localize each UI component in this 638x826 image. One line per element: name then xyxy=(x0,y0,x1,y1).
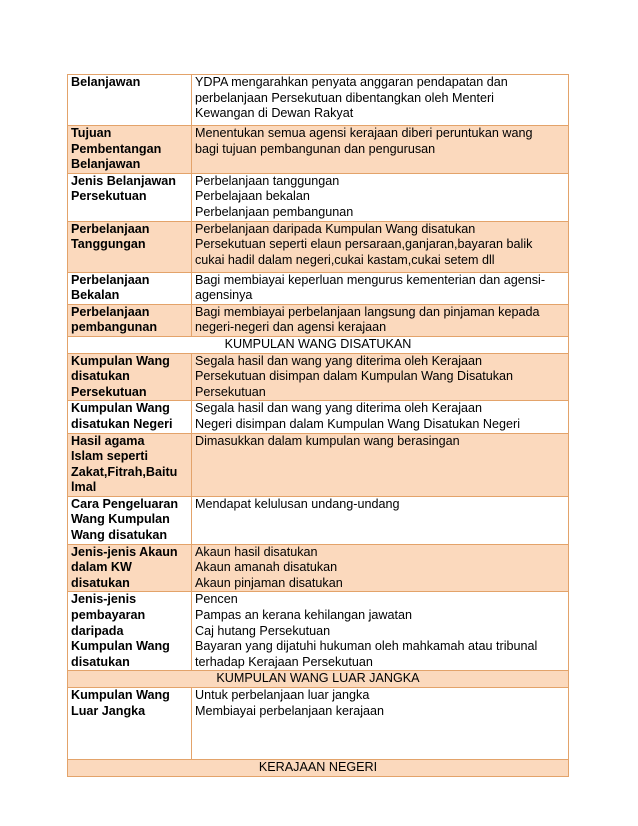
description-line: bagi tujuan pembangunan dan pengurusan xyxy=(195,141,436,156)
description-line: Membiayai perbelanjaan kerajaan xyxy=(195,703,385,718)
section-header-row xyxy=(68,336,569,353)
term-line: Kumpulan Wang xyxy=(71,353,170,368)
description-line: Mendapat kelulusan undang-undang xyxy=(195,496,400,511)
notes-table-body xyxy=(68,75,569,777)
term-line: Jenis Belanjawan xyxy=(71,173,176,188)
term-cell xyxy=(68,126,192,174)
term-line: Jenis-jenis Akaun xyxy=(71,544,178,559)
description-line: Negeri disimpan dalam Kumpulan Wang Disatukan Negeri xyxy=(195,416,521,431)
table-row xyxy=(68,496,569,544)
term-line: lmal xyxy=(71,480,97,495)
term-cell xyxy=(68,433,192,496)
description-line: Pencen xyxy=(195,592,238,607)
term-cell xyxy=(68,221,192,272)
description-line: Persekutuan disimpan dalam Kumpulan Wang Disatukan xyxy=(195,369,514,384)
description-line: Untuk perbelanjaan luar jangka xyxy=(195,688,370,702)
term-line: Kumpulan Wang xyxy=(71,639,170,654)
description-line: Akaun pinjaman disatukan xyxy=(195,575,343,590)
description-line: terhadap Kerajaan Persekutuan xyxy=(195,654,373,669)
description-cell xyxy=(192,496,569,544)
description-line: Perbelajaan bekalan xyxy=(195,189,310,204)
term-line: Belanjawan xyxy=(71,75,141,89)
term-line: Pembentangan xyxy=(71,141,162,156)
description-cell xyxy=(192,75,569,126)
term-line: Perbelanjaan xyxy=(71,221,150,236)
table-row xyxy=(68,75,569,126)
description-cell xyxy=(192,304,569,336)
term-line: Zakat,Fitrah,Baitu xyxy=(71,464,178,479)
description-line: YDPA mengarahkan penyata anggaran pendapatan dan xyxy=(195,75,508,89)
term-line: Tujuan xyxy=(71,126,112,140)
description-cell xyxy=(192,353,569,401)
term-line: Luar Jangka xyxy=(71,703,146,718)
term-line: pembayaran xyxy=(71,608,146,623)
description-line: Segala hasil dan wang yang diterima oleh Kerajaan xyxy=(195,353,483,368)
term-line: disatukan xyxy=(71,369,130,384)
table-row xyxy=(68,433,569,496)
description-cell xyxy=(192,688,569,760)
table-row xyxy=(68,353,569,401)
description-line: Menentukan semua agensi kerajaan diberi peruntukan wang xyxy=(195,126,533,140)
description-line: Bayaran yang dijatuhi hukuman oleh mahkamah atau tribunal xyxy=(195,639,538,654)
term-line: Wang Kumpulan xyxy=(71,512,170,527)
term-line: disatukan Negeri xyxy=(71,416,173,431)
description-line: Persekutuan seperti elaun persaraan,ganjaran,bayaran balik xyxy=(195,237,533,252)
term-cell xyxy=(68,592,192,671)
description-cell xyxy=(192,272,569,304)
term-line: Hasil agama xyxy=(71,433,145,448)
term-cell xyxy=(68,75,192,126)
section-header: KUMPULAN WANG LUAR JANGKA xyxy=(68,671,569,688)
term-line: dalam KW xyxy=(71,560,132,575)
section-header-row xyxy=(68,760,569,777)
description-line: Perbelanjaan pembangunan xyxy=(195,204,354,219)
table-row xyxy=(68,592,569,671)
term-cell xyxy=(68,401,192,433)
table-row xyxy=(68,401,569,433)
term-line: Kumpulan Wang xyxy=(71,401,170,416)
description-line: Kewangan di Dewan Rakyat xyxy=(195,106,354,121)
term-cell xyxy=(68,688,192,760)
term-cell xyxy=(68,353,192,401)
term-line: Perbelanjaan xyxy=(71,304,150,319)
description-line: Caj hutang Persekutuan xyxy=(195,623,331,638)
description-line: Akaun hasil disatukan xyxy=(195,544,318,559)
description-line: Persekutuan xyxy=(195,384,266,399)
term-cell xyxy=(68,272,192,304)
term-line: disatukan xyxy=(71,654,130,669)
description-line: Dimasukkan dalam kumpulan wang berasingan xyxy=(195,433,460,448)
description-line: agensinya xyxy=(195,288,253,303)
description-cell xyxy=(192,592,569,671)
term-line: Tanggungan xyxy=(71,237,146,252)
description-line: negeri-negeri dan agensi kerajaan xyxy=(195,320,387,335)
term-cell xyxy=(68,304,192,336)
term-line: Islam seperti xyxy=(71,449,149,464)
term-line: Jenis-jenis xyxy=(71,592,137,607)
term-line: disatukan xyxy=(71,575,130,590)
description-line: Perbelanjaan daripada Kumpulan Wang disatukan xyxy=(195,221,476,236)
term-cell xyxy=(68,496,192,544)
notes-table xyxy=(67,74,569,777)
term-cell xyxy=(68,173,192,221)
term-line: Bekalan xyxy=(71,288,120,303)
description-line: perbelanjaan Persekutuan dibentangkan oleh Menteri xyxy=(195,90,494,105)
term-line: Belanjawan xyxy=(71,157,141,172)
description-line: Bagi membiayai perbelanjaan langsung dan pinjaman kepada xyxy=(195,304,540,319)
table-row xyxy=(68,304,569,336)
description-cell xyxy=(192,173,569,221)
term-line: Perbelanjaan xyxy=(71,272,150,287)
section-header: KUMPULAN WANG DISATUKAN xyxy=(68,336,569,353)
table-row xyxy=(68,272,569,304)
term-line: Wang disatukan xyxy=(71,528,168,543)
table-row xyxy=(68,221,569,272)
term-line: Kumpulan Wang xyxy=(71,688,170,702)
description-line: cukai hadil dalam negeri,cukai kastam,cukai setem dll xyxy=(195,252,495,267)
description-line: Bagi membiayai keperluan mengurus kementerian dan agensi- xyxy=(195,272,546,287)
description-cell xyxy=(192,401,569,433)
term-cell xyxy=(68,544,192,592)
description-cell xyxy=(192,126,569,174)
table-row xyxy=(68,688,569,760)
description-line: Akaun amanah disatukan xyxy=(195,560,338,575)
description-line: Perbelanjaan tanggungan xyxy=(195,173,340,188)
term-line: Persekutuan xyxy=(71,189,147,204)
section-header-row xyxy=(68,671,569,688)
description-cell xyxy=(192,221,569,272)
table-row xyxy=(68,173,569,221)
term-line: Persekutuan xyxy=(71,384,147,399)
section-header: KERAJAAN NEGERI xyxy=(68,760,569,777)
description-line: Segala hasil dan wang yang diterima oleh Kerajaan xyxy=(195,401,483,416)
description-line: Pampas an kerana kehilangan jawatan xyxy=(195,608,413,623)
term-line: pembangunan xyxy=(71,320,158,335)
description-cell xyxy=(192,544,569,592)
description-cell xyxy=(192,433,569,496)
term-line: daripada xyxy=(71,623,124,638)
table-row xyxy=(68,544,569,592)
term-line: Cara Pengeluaran xyxy=(71,496,179,511)
table-row xyxy=(68,126,569,174)
